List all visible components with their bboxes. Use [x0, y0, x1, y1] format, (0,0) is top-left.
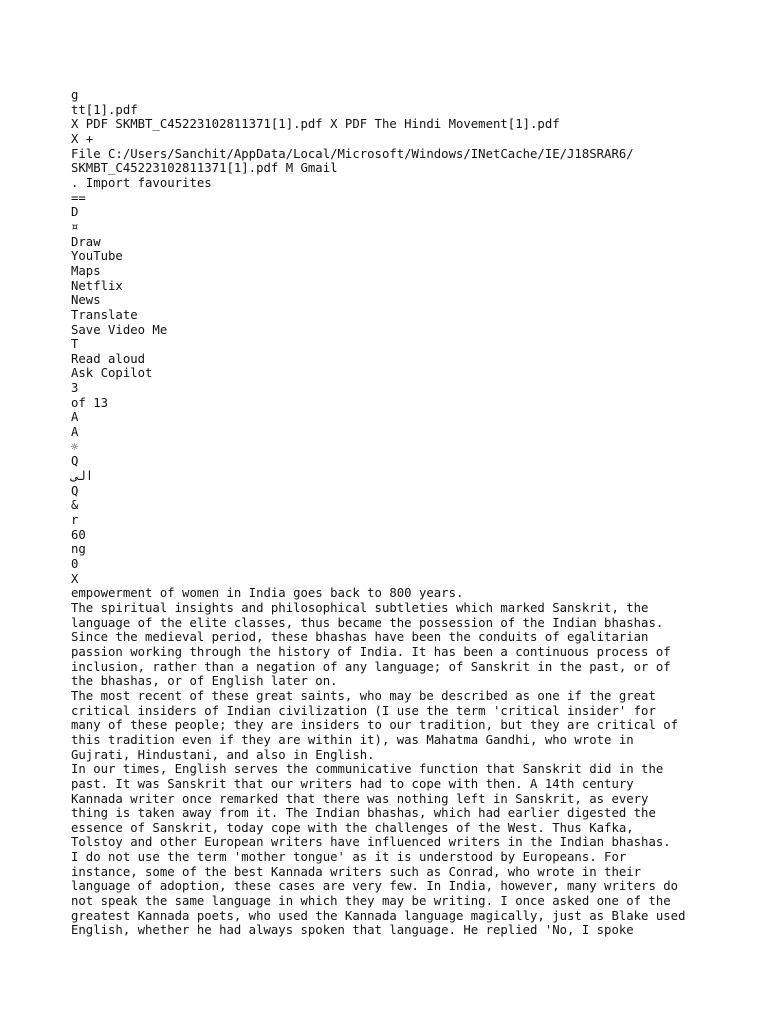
header-line: Q — [71, 454, 79, 469]
header-line: Netflix — [71, 278, 123, 293]
header-line: . Import favourites — [71, 175, 212, 190]
header-line: A — [71, 410, 79, 425]
body-line: The most recent of these great saints, who may be described as one if the great — [71, 688, 656, 703]
body-line: greatest Kannada poets, who used the Kannada language magically, just as Blake used — [71, 908, 686, 923]
header-line: & — [71, 498, 79, 513]
header-line: X + — [71, 131, 94, 146]
body-line: not speak the same language in which they may be writing. I once asked one of the — [71, 894, 671, 909]
body-line: the bhashas, or of English later on. — [71, 674, 338, 689]
header-line: Maps — [71, 263, 101, 278]
header-line: Read aloud — [71, 351, 146, 366]
body-line: language of the elite classes, thus became the possession of the Indian bhashas. — [71, 615, 664, 630]
header-line: Q — [71, 483, 79, 498]
body-line: Kannada writer once remarked that there was nothing left in Sanskrit, as every — [71, 791, 649, 806]
body-text-block — [71, 586, 731, 938]
ocr-header-block — [71, 88, 731, 586]
body-line: inclusion, rather than a negation of any language; of Sanskrit in the past, or of — [71, 659, 671, 674]
header-line: of 13 — [71, 395, 109, 410]
header-line: ng — [71, 542, 86, 557]
header-line: Save Video Me — [71, 322, 168, 337]
body-line: essence of Sanskrit, today cope with the challenges of the West. Thus Kafka, — [71, 820, 634, 835]
body-line: critical insiders of Indian civilization (I use the term 'critical insider' for — [71, 703, 656, 718]
body-line: this tradition even if they are within it), was Mahatma Gandhi, who wrote in — [71, 732, 634, 747]
header-line: ☼ — [71, 439, 79, 454]
body-line: thing is taken away from it. The Indian bhashas, which had earlier digested the — [71, 806, 656, 821]
body-line: English, whether he had always spoken that language. He replied 'No, I spoke — [71, 923, 634, 938]
body-line: I do not use the term 'mother tongue' as it is understood by Europeans. For — [71, 850, 627, 865]
body-line: many of these people; they are insiders to our tradition, but they are critical of — [71, 718, 679, 733]
header-line: g — [71, 88, 79, 102]
header-line: 60 — [71, 527, 86, 542]
header-line: 3 — [71, 381, 79, 396]
header-line: T — [71, 337, 79, 352]
header-line: YouTube — [71, 249, 123, 264]
header-line: D — [71, 205, 79, 220]
header-line: r — [71, 513, 79, 528]
header-line: Draw — [71, 234, 101, 249]
header-line: News — [71, 293, 101, 308]
header-line: File C:/Users/Sanchit/AppData/Local/Microsoft/Windows/INetCache/IE/J18SRAR6/ — [71, 146, 634, 161]
header-line: tt[1].pdf — [71, 102, 138, 117]
header-line: الى — [71, 469, 94, 484]
header-line: ¤ — [71, 219, 79, 234]
body-line: Gujrati, Hindustani, and also in English. — [71, 747, 375, 762]
body-line: Tolstoy and other European writers have influenced writers in the Indian bhashas. — [71, 835, 671, 850]
document-page — [71, 88, 731, 938]
body-line: empowerment of women in India goes back to 800 years. — [71, 586, 464, 601]
body-line: passion working through the history of India. It has been a continuous process of — [71, 644, 671, 659]
header-line: Ask Copilot — [71, 366, 153, 381]
header-line: 0 — [71, 557, 79, 571]
header-line: SKMBT_C45223102811371[1].pdf M Gmail — [71, 161, 338, 176]
body-line: Since the medieval period, these bhashas have been the conduits of egalitarian — [71, 630, 649, 645]
header-line: == — [71, 190, 86, 205]
body-line: The spiritual insights and philosophical subtleties which marked Sanskrit, the — [71, 600, 649, 615]
body-line: In our times, English serves the communicative function that Sanskrit did in the — [71, 762, 664, 777]
header-line: X — [71, 571, 79, 586]
header-line: X PDF SKMBT_C45223102811371[1].pdf X PDF The Hindi Movement[1].pdf — [71, 117, 560, 132]
header-line: A — [71, 425, 79, 440]
header-line: Translate — [71, 307, 138, 322]
body-line: instance, some of the best Kannada writers such as Conrad, who wrote in their — [71, 864, 642, 879]
body-line: past. It was Sanskrit that our writers had to cope with then. A 14th century — [71, 776, 634, 791]
body-line: language of adoption, these cases are very few. In India, however, many writers do — [71, 879, 679, 894]
